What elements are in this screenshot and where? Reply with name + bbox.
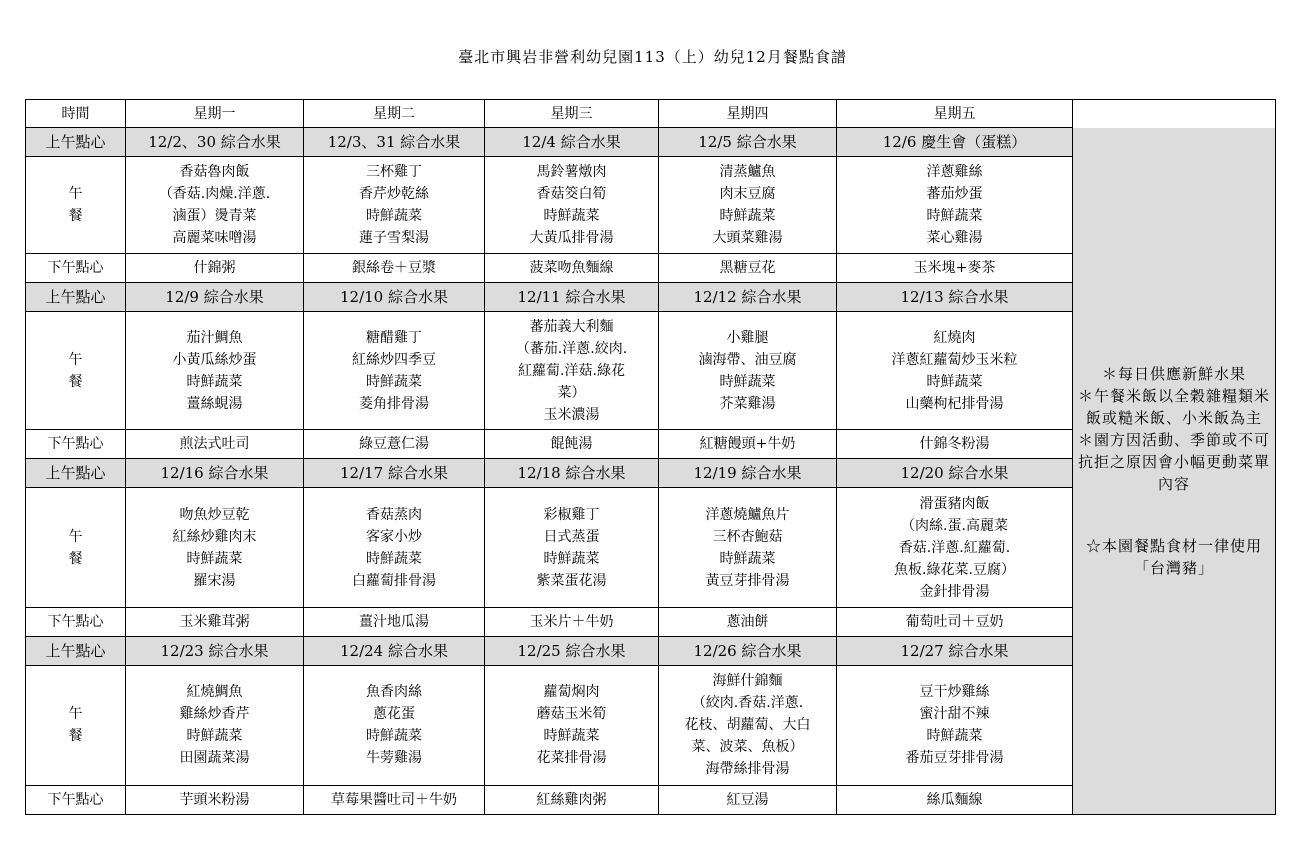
row-label-pm: 下午點心 (26, 430, 126, 459)
row-label-am: 上午點心 (26, 637, 126, 666)
lunch-cell (126, 156, 304, 253)
am-snack-cell: 12/20 綜合水果 (837, 459, 1073, 488)
row-label-pm: 下午點心 (26, 608, 126, 637)
lunch-cell (659, 488, 837, 608)
am-snack-cell: 12/12 綜合水果 (659, 283, 837, 312)
dish-line: 時鮮蔬菜 (366, 373, 422, 390)
row-label-lunch (26, 156, 126, 253)
am-snack-cell: 12/27 綜合水果 (837, 637, 1073, 666)
lunch-cell (837, 665, 1073, 785)
dish-line: 菜） (557, 384, 586, 401)
lunch-cell (659, 312, 837, 430)
am-snack-cell: 12/6 慶生會（蛋糕） (837, 128, 1073, 157)
dish-line: 蕃茄義大利麵 (529, 318, 614, 335)
row-label-am: 上午點心 (26, 459, 126, 488)
dish-line: 蔥花蛋 (373, 706, 415, 723)
dish-line: 金針排骨湯 (919, 583, 990, 600)
pm-snack-cell: 葡萄吐司＋豆奶 (837, 608, 1073, 637)
dish-line: 日式蒸蛋 (543, 528, 600, 545)
pm-snack-cell: 紅豆湯 (659, 786, 837, 815)
dish-line: 紅絲炒雞肉末 (172, 528, 257, 545)
dish-line: 時鮮蔬菜 (186, 728, 243, 745)
dish-line: 菜心雞湯 (926, 230, 983, 247)
dish-line: 時鮮蔬菜 (186, 373, 243, 390)
row-label-lunch (26, 488, 126, 608)
am-snack-cell: 12/19 綜合水果 (659, 459, 837, 488)
dish-line: 香菇魯肉飯 (179, 164, 250, 181)
dish-line: 時鮮蔬菜 (543, 208, 600, 225)
dish-line: 山藥枸杞排骨湯 (905, 395, 1004, 412)
dish-line: 小黃瓜絲炒蛋 (172, 351, 257, 368)
dish-line: 三杯杏鮑菇 (712, 528, 783, 545)
am-snack-cell: 12/13 綜合水果 (837, 283, 1073, 312)
am-snack-cell: 12/18 綜合水果 (485, 459, 659, 488)
am-snack-cell: 12/25 綜合水果 (485, 637, 659, 666)
row-label-lunch (26, 665, 126, 785)
dish-line: 客家小炒 (366, 528, 422, 545)
header-time: 時間 (26, 100, 126, 128)
dish-line: 肉末豆腐 (719, 186, 776, 203)
dish-line: 時鮮蔬菜 (543, 550, 600, 567)
pm-snack-cell: 紅絲雞肉粥 (485, 786, 659, 815)
dish-line: 海鮮什錦麵 (712, 673, 783, 690)
dish-line: 時鮮蔬菜 (366, 550, 422, 567)
dish-line: 時鮮蔬菜 (926, 373, 983, 390)
menu-table (25, 99, 1276, 815)
lunch-cell (485, 156, 659, 253)
dish-line: 彩椒雞丁 (543, 506, 600, 523)
dish-line: 紅絲炒四季豆 (352, 351, 436, 368)
header-row (26, 100, 1276, 128)
notes-panel (1073, 128, 1276, 815)
dish-line: 黃豆芽排骨湯 (705, 572, 790, 589)
pm-snack-cell: 芋頭米粉湯 (126, 786, 304, 815)
lunch-cell (126, 488, 304, 608)
dish-line: 三杯雞丁 (366, 164, 422, 181)
note-item: ☆本園餐點食材一律使用「台灣豬」 (1085, 536, 1262, 577)
dish-line: 海帶絲排骨湯 (705, 761, 790, 778)
dish-line: 糖醋雞丁 (366, 329, 422, 346)
row-label-pm: 下午點心 (26, 786, 126, 815)
dish-line: 花枝、胡蘿蔔、大白 (684, 717, 811, 734)
dish-line: 大頭菜雞湯 (712, 230, 783, 247)
dish-line: 小雞腿 (726, 329, 769, 346)
am-snack-cell: 12/16 綜合水果 (126, 459, 304, 488)
dish-line: 馬鈴薯燉肉 (536, 164, 607, 181)
lunch-label-char: 午 (68, 351, 83, 368)
dish-line: 滑蛋豬肉飯 (919, 495, 990, 512)
pm-snack-cell: 絲瓜麵線 (837, 786, 1073, 815)
dish-line: 紅蘿蔔.洋菇.綠花 (518, 362, 625, 379)
am-snack-cell: 12/2、30 綜合水果 (126, 128, 304, 157)
note-item: ＊午餐米飯以全穀雜糧類米飯或糙米飯、小米飯為主 (1077, 386, 1270, 427)
am-snack-row (26, 128, 1276, 157)
dish-line: （肉絲.蛋.高麗菜 (901, 517, 1008, 534)
pm-snack-cell: 什錦粥 (126, 254, 304, 283)
pm-snack-cell: 什錦冬粉湯 (837, 430, 1073, 459)
dish-line: 滷蛋）燙青菜 (172, 208, 257, 225)
dish-line: 香芹炒乾絲 (359, 186, 429, 203)
dish-line: 芥菜雞湯 (719, 395, 776, 412)
dish-line: 時鮮蔬菜 (366, 728, 422, 745)
dish-line: 香菇蒸肉 (366, 506, 422, 523)
pm-snack-cell: 蔥油餅 (659, 608, 837, 637)
dish-line: 時鮮蔬菜 (186, 550, 243, 567)
header-day: 星期五 (837, 100, 1073, 128)
pm-snack-cell: 綠豆薏仁湯 (304, 430, 485, 459)
am-snack-cell: 12/23 綜合水果 (126, 637, 304, 666)
dish-line: 蘑菇玉米筍 (536, 706, 607, 723)
pm-snack-cell: 玉米片＋牛奶 (485, 608, 659, 637)
dish-line: 魚香肉絲 (366, 684, 422, 701)
dish-line: 時鮮蔬菜 (926, 728, 983, 745)
dish-line: 時鮮蔬菜 (719, 550, 776, 567)
dish-line: 大黃瓜排骨湯 (529, 230, 614, 247)
dish-line: 清蒸鱸魚 (719, 164, 776, 181)
dish-line: 時鮮蔬菜 (719, 373, 776, 390)
am-snack-cell: 12/24 綜合水果 (304, 637, 485, 666)
dish-line: 洋蔥雞絲 (926, 164, 983, 181)
row-label-pm: 下午點心 (26, 254, 126, 283)
dish-line: 番茄豆芽排骨湯 (905, 750, 1004, 767)
dish-line: 時鮮蔬菜 (926, 208, 983, 225)
dish-line: 吻魚炒豆乾 (179, 506, 250, 523)
dish-line: （香菇.肉燥.洋蔥. (158, 186, 271, 203)
dish-line: 魚板.綠花菜.豆腐） (894, 561, 1015, 578)
pm-snack-cell: 銀絲卷＋豆漿 (304, 254, 485, 283)
pm-snack-cell: 餛飩湯 (485, 430, 659, 459)
dish-line: 紅燒鯛魚 (186, 684, 243, 701)
lunch-cell (304, 312, 485, 430)
lunch-cell (485, 665, 659, 785)
dish-line: 雞絲炒香芹 (179, 706, 250, 723)
dish-line: 白蘿蔔排骨湯 (352, 572, 436, 589)
dish-line: 菱角排骨湯 (359, 395, 429, 412)
lunch-cell (837, 312, 1073, 430)
lunch-label-char: 餐 (68, 728, 83, 745)
lunch-label-char: 午 (68, 186, 83, 203)
lunch-cell (659, 156, 837, 253)
lunch-cell (304, 156, 485, 253)
dish-line: 時鮮蔬菜 (719, 208, 776, 225)
pm-snack-cell: 黑糖豆花 (659, 254, 837, 283)
am-snack-cell: 12/3、31 綜合水果 (304, 128, 485, 157)
am-snack-cell: 12/11 綜合水果 (485, 283, 659, 312)
lunch-cell (837, 488, 1073, 608)
dish-line: 高麗菜味噌湯 (172, 230, 257, 247)
lunch-cell (126, 665, 304, 785)
lunch-label-char: 午 (68, 528, 83, 545)
am-snack-cell: 12/9 綜合水果 (126, 283, 304, 312)
lunch-cell (485, 312, 659, 430)
lunch-cell (485, 488, 659, 608)
am-snack-cell: 12/26 綜合水果 (659, 637, 837, 666)
dish-line: 豆干炒雞絲 (919, 684, 990, 701)
row-label-am: 上午點心 (26, 128, 126, 157)
pm-snack-cell: 草莓果醬吐司＋牛奶 (304, 786, 485, 815)
dish-line: 洋蔥紅蘿蔔炒玉米粒 (891, 351, 1018, 368)
row-label-lunch (26, 312, 126, 430)
dish-line: 時鮮蔬菜 (543, 728, 600, 745)
dish-line: （蕃茄.洋蔥.絞肉. (515, 340, 628, 357)
dish-line: 玉米濃湯 (543, 406, 600, 423)
dish-line: 田園蔬菜湯 (179, 750, 250, 767)
dish-line: 花菜排骨湯 (536, 750, 607, 767)
dish-line: 菜、波菜、魚板） (691, 739, 804, 756)
dish-line: 薑絲蜆湯 (186, 395, 243, 412)
am-snack-cell: 12/17 綜合水果 (304, 459, 485, 488)
dish-line: 香菇筊白筍 (536, 186, 607, 203)
lunch-cell (304, 665, 485, 785)
am-snack-cell: 12/10 綜合水果 (304, 283, 485, 312)
lunch-cell (126, 312, 304, 430)
pm-snack-cell: 薑汁地瓜湯 (304, 608, 485, 637)
lunch-cell (659, 665, 837, 785)
row-label-am: 上午點心 (26, 283, 126, 312)
pm-snack-cell: 玉米雞茸粥 (126, 608, 304, 637)
lunch-cell (304, 488, 485, 608)
dish-line: 滷海帶、油豆腐 (698, 351, 797, 368)
lunch-label-char: 餐 (68, 208, 83, 225)
dish-line: 時鮮蔬菜 (366, 208, 422, 225)
header-day: 星期二 (304, 100, 485, 128)
dish-line: 蘿蔔焖肉 (543, 684, 600, 701)
lunch-label-char: 餐 (68, 373, 83, 390)
dish-line: 洋蔥燒鱸魚片 (705, 506, 790, 523)
pm-snack-cell: 煎法式吐司 (126, 430, 304, 459)
note-item: ＊園方因活動、季節或不可抗拒之原因會小幅更動菜單內容 (1077, 430, 1270, 493)
dish-line: 紅燒肉 (933, 329, 976, 346)
header-day: 星期四 (659, 100, 837, 128)
lunch-label-char: 餐 (68, 550, 83, 567)
pm-snack-cell: 菠菜吻魚麵線 (485, 254, 659, 283)
header-day: 星期三 (485, 100, 659, 128)
am-snack-cell: 12/4 綜合水果 (485, 128, 659, 157)
dish-line: 羅宋湯 (193, 572, 236, 589)
dish-line: 香菇.洋蔥.紅蘿蔔. (898, 539, 1011, 556)
lunch-label-char: 午 (68, 706, 83, 723)
page-title: 臺北市興岩非營利幼兒園113（上）幼兒12月餐點食譜 (458, 48, 847, 66)
dish-line: 蜜汁甜不辣 (919, 706, 990, 723)
dish-line: 牛蒡雞湯 (366, 750, 422, 767)
note-item: ＊每日供應新鮮水果 (1101, 364, 1246, 383)
dish-line: 茄汁鯛魚 (186, 329, 243, 346)
am-snack-cell: 12/5 綜合水果 (659, 128, 837, 157)
dish-line: 蓮子雪梨湯 (359, 230, 429, 247)
dish-line: （絞肉.香菇.洋蔥. (691, 695, 804, 712)
pm-snack-cell: 玉米塊+麥茶 (837, 254, 1073, 283)
header-day: 星期一 (126, 100, 304, 128)
dish-line: 紫菜蛋花湯 (536, 572, 607, 589)
lunch-cell (837, 156, 1073, 253)
dish-line: 蕃茄炒蛋 (926, 186, 983, 203)
pm-snack-cell: 紅糖饅頭+牛奶 (659, 430, 837, 459)
header-notes-blank (1073, 100, 1276, 128)
